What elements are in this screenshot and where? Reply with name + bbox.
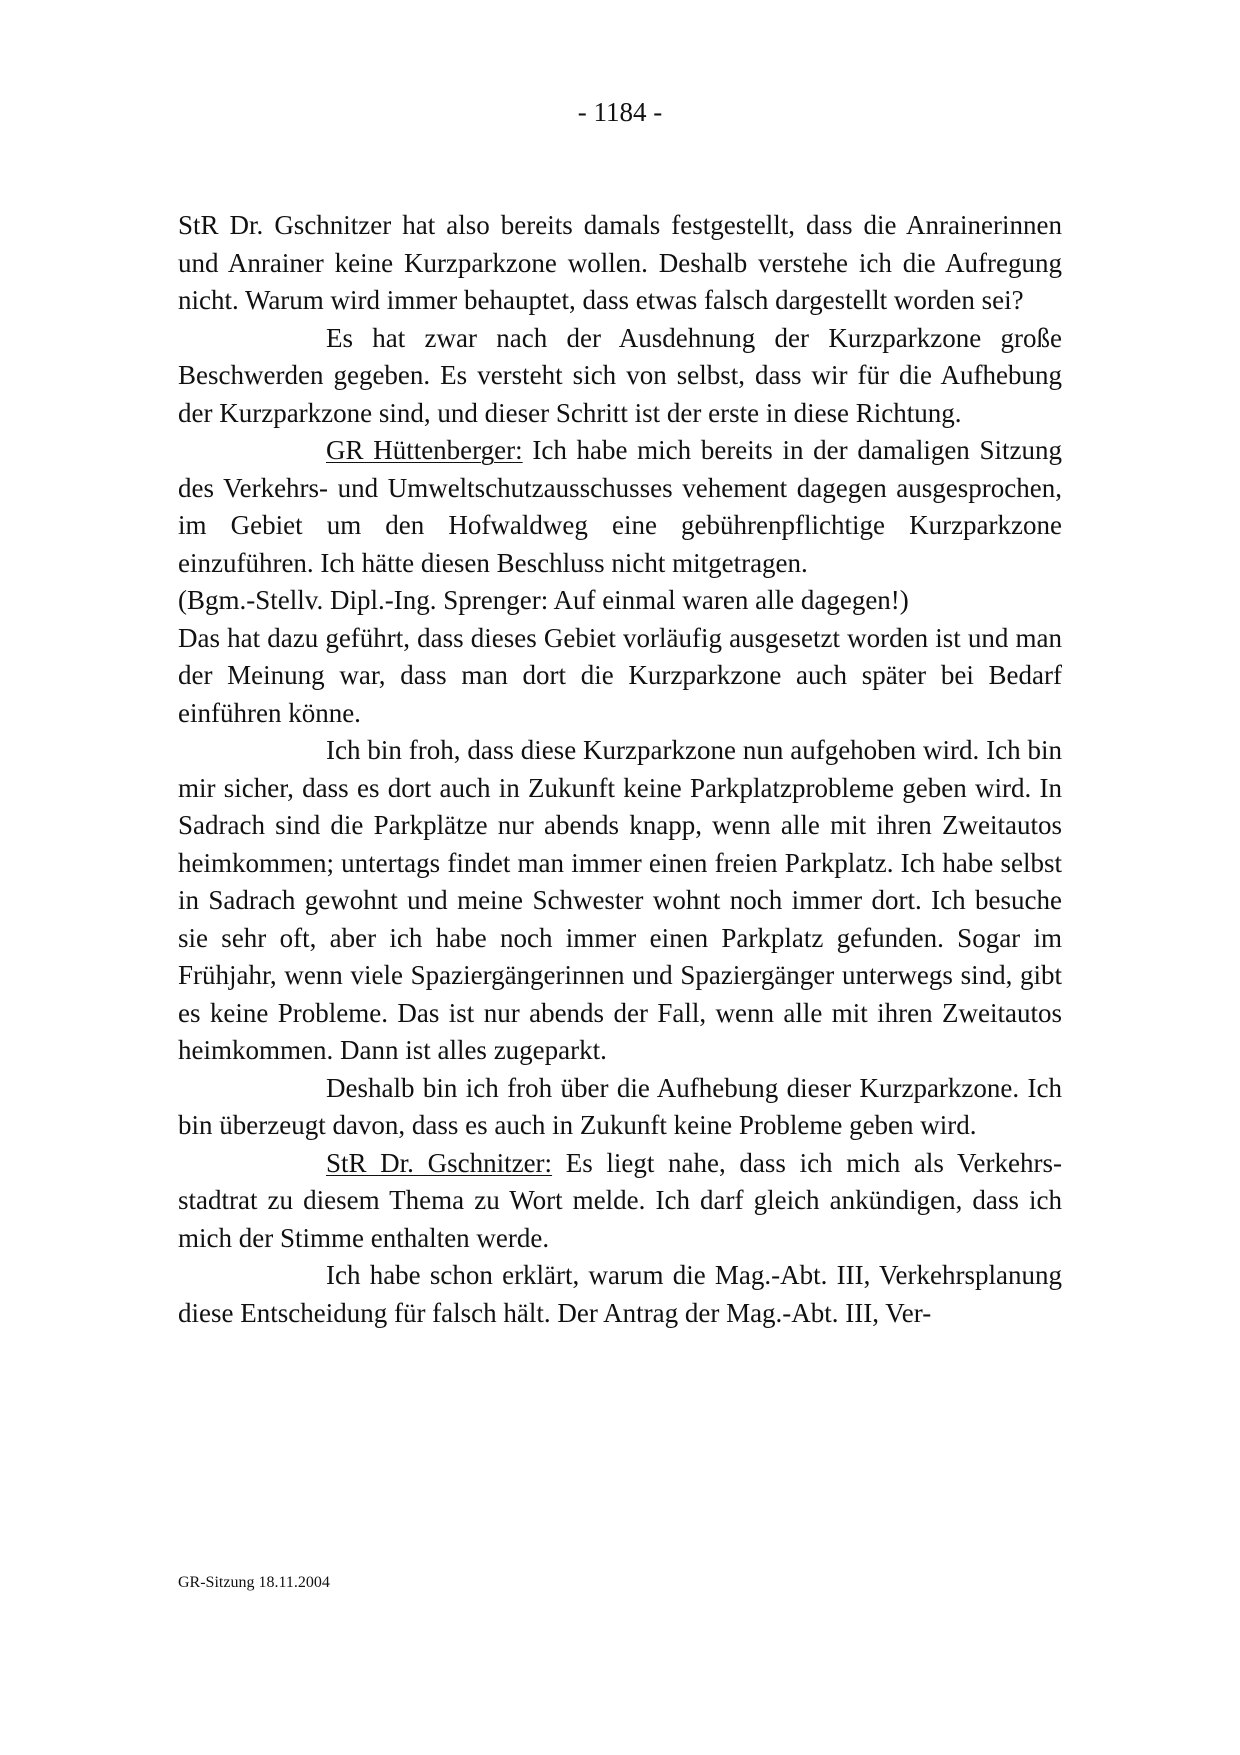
document-body (178, 207, 1062, 1332)
page-number: - 1184 - (577, 97, 663, 127)
footer-session-label: GR-Sitzung 18.11.2004 (178, 1574, 330, 1591)
speaker-paragraph (178, 432, 1062, 582)
paragraph: Das hat dazu geführt, dass dieses Gebiet vorläufig ausgesetzt worden ist und man der Meinung war, dass man dort die Kurzparkzone auch später bei Bedarf einführen könne. (178, 622, 1062, 728)
speaker-name: GR Hüttenberger: (326, 435, 523, 465)
paragraph: Ich habe schon erklärt, warum die Mag.-Abt. III, Verkehrsplanung diese Entscheidung für falsch hält. Der Antrag der Mag.-Abt. III, Ver- (178, 1260, 1062, 1328)
speech-text: Ich habe mich bereits in der damaligen Sitzung des Verkehrs- und Umweltschutzausschusses vehement dagegen ausgesprochen, im Gebiet um den Hofwaldweg eine gebührenpflichtige Kurzparkzone einzuführen. Ich hätte diesen Beschluss nicht mitgetragen. (178, 435, 1062, 578)
speaker-name: StR Dr. Gschnitzer: (326, 1147, 553, 1178)
speaker-paragraph (178, 1145, 1062, 1258)
paragraph: StR Dr. Gschnitzer hat also bereits damals festgestellt, dass die Anrainerinnen und Anrainer keine Kurzparkzone wollen. Deshalb verstehe ich die Aufregung nicht. Warum wird immer behauptet, dass etwas falsch dargestellt worden sei? (178, 210, 1062, 315)
paragraph: Es hat zwar nach der Ausdehnung der Kurzparkzone große Beschwerden gegeben. Es versteht sich von selbst, dass wir für die Aufhebung der Kurzparkzone sind, und dieser Schritt ist der erste in diese Richtung. (178, 322, 1062, 428)
speech-text: Es liegt nahe, dass ich mich als Verkehrsstadtrat zu diesem Thema zu Wort melde. Ich darf gleich ankündigen, dass ich mich der Stimme enthalten werde. (178, 1147, 1062, 1253)
paragraph: Deshalb bin ich froh über die Aufhebung dieser Kurzparkzone. Ich bin überzeugt davon, dass es auch in Zukunft keine Probleme geben wird. (178, 1072, 1062, 1140)
interjection: (Bgm.-Stellv. Dipl.-Ing. Sprenger: Auf einmal waren alle dagegen!) (178, 585, 909, 615)
paragraph: Ich bin froh, dass diese Kurzparkzone nun aufgehoben wird. Ich bin mir sicher, dass es dort auch in Zukunft keine Parkplatzprobleme geben wird. In Sadrach sind die Parkplätze nur abends knapp, wenn alle mit ihren Zweitautos heimkommen; untertags findet man immer einen freien Parkplatz. Ich habe selbst in Sadrach gewohnt und meine Schwester wohnt noch immer dort. Ich besuche sie sehr oft, aber ich habe noch immer einen Parkplatz gefunden. Sogar im Frühjahr, wenn viele Spaziergängerinnen und Spaziergänger unterwegs sind, gibt es keine Probleme. Das ist nur abends der Fall, wenn alle mit ihren Zweitautos heimkommen. Dann ist alles zugeparkt. (178, 735, 1062, 1065)
